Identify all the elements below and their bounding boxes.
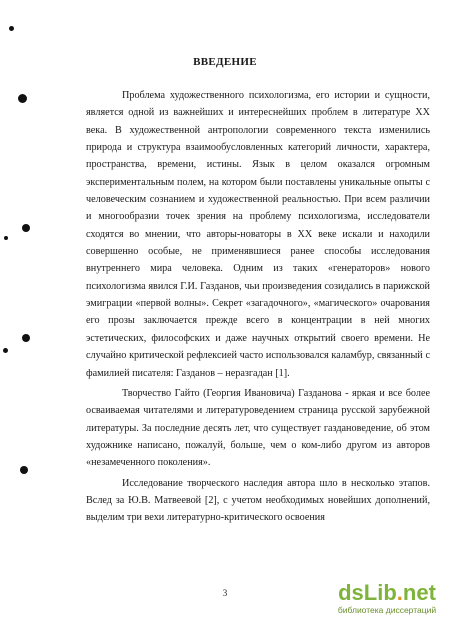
dslib-logo — [332, 581, 442, 605]
scan-mark — [22, 334, 30, 342]
watermark-caption: библиотека диссертаций — [337, 605, 437, 615]
dslib-watermark — [332, 581, 442, 615]
scan-mark — [22, 224, 30, 232]
logo-dot: . — [396, 580, 403, 605]
logo-main: dsLib — [338, 580, 397, 605]
scan-mark — [4, 236, 8, 240]
page-title: ВВЕДЕНИЕ — [193, 56, 257, 68]
scan-mark — [20, 466, 28, 474]
paragraph: Исследование творческого наследия автора шло в несколько этапов. Вслед за Ю.В. Матвеевой [2], с учетом необходимых новейших дополнений, выделим три вехи литературно-критического освоения — [86, 477, 430, 524]
scan-mark — [3, 348, 8, 353]
logo-tld: net — [402, 580, 436, 605]
body-text — [86, 87, 430, 527]
scan-mark — [9, 26, 14, 31]
page-number: 3 — [222, 588, 228, 598]
scan-mark — [18, 94, 27, 103]
paragraph: Творчество Гайто (Георгия Ивановича) Газданова - яркая и все более осваиваемая читателями и литературоведением страница русской зарубежной литературы. За последние десять лет, что существует газдановедение, об этом художнике написано, пожалуй, больше, чем о ком-либо другом из авторов «незамеченного поколения». — [86, 387, 430, 469]
paragraph: Проблема художественного психологизма, его истории и сущности, является одной из важнейших и интереснейших проблем в литературе XX века. В художественной антропологии современного текста изменились природа и структура взаимообусловленных категорий личности, характера, пространства, времени, истины. Язык в целом оказался огромным экспериментальным полем, на котором были поставлены уникальные опыты с человеческим сознанием и художественной реальностью. При всем различии и многообразии точек зрения на проблему психологизма, исследователи сходятся во мнении, что авторы-новаторы в XX веке искали и находили совершенно особые, не применявшиеся ранее способы исследования внутреннего мира человека. Одним из таких «генераторов» нового психологизма явился Г.И. Газданов, чьи произведения созидались в парижской эмиграции «первой волны». Секрет «загадочного», «магического» очарования его прозы заключается прежде всего в концентрации в ней многих эстетических, философских и даже научных открытий своего времени. Не случайно критической рефлексией часто использовался каламбур, связанный с фамилией писателя: Газданов – неразгадан [1]. — [86, 90, 430, 379]
